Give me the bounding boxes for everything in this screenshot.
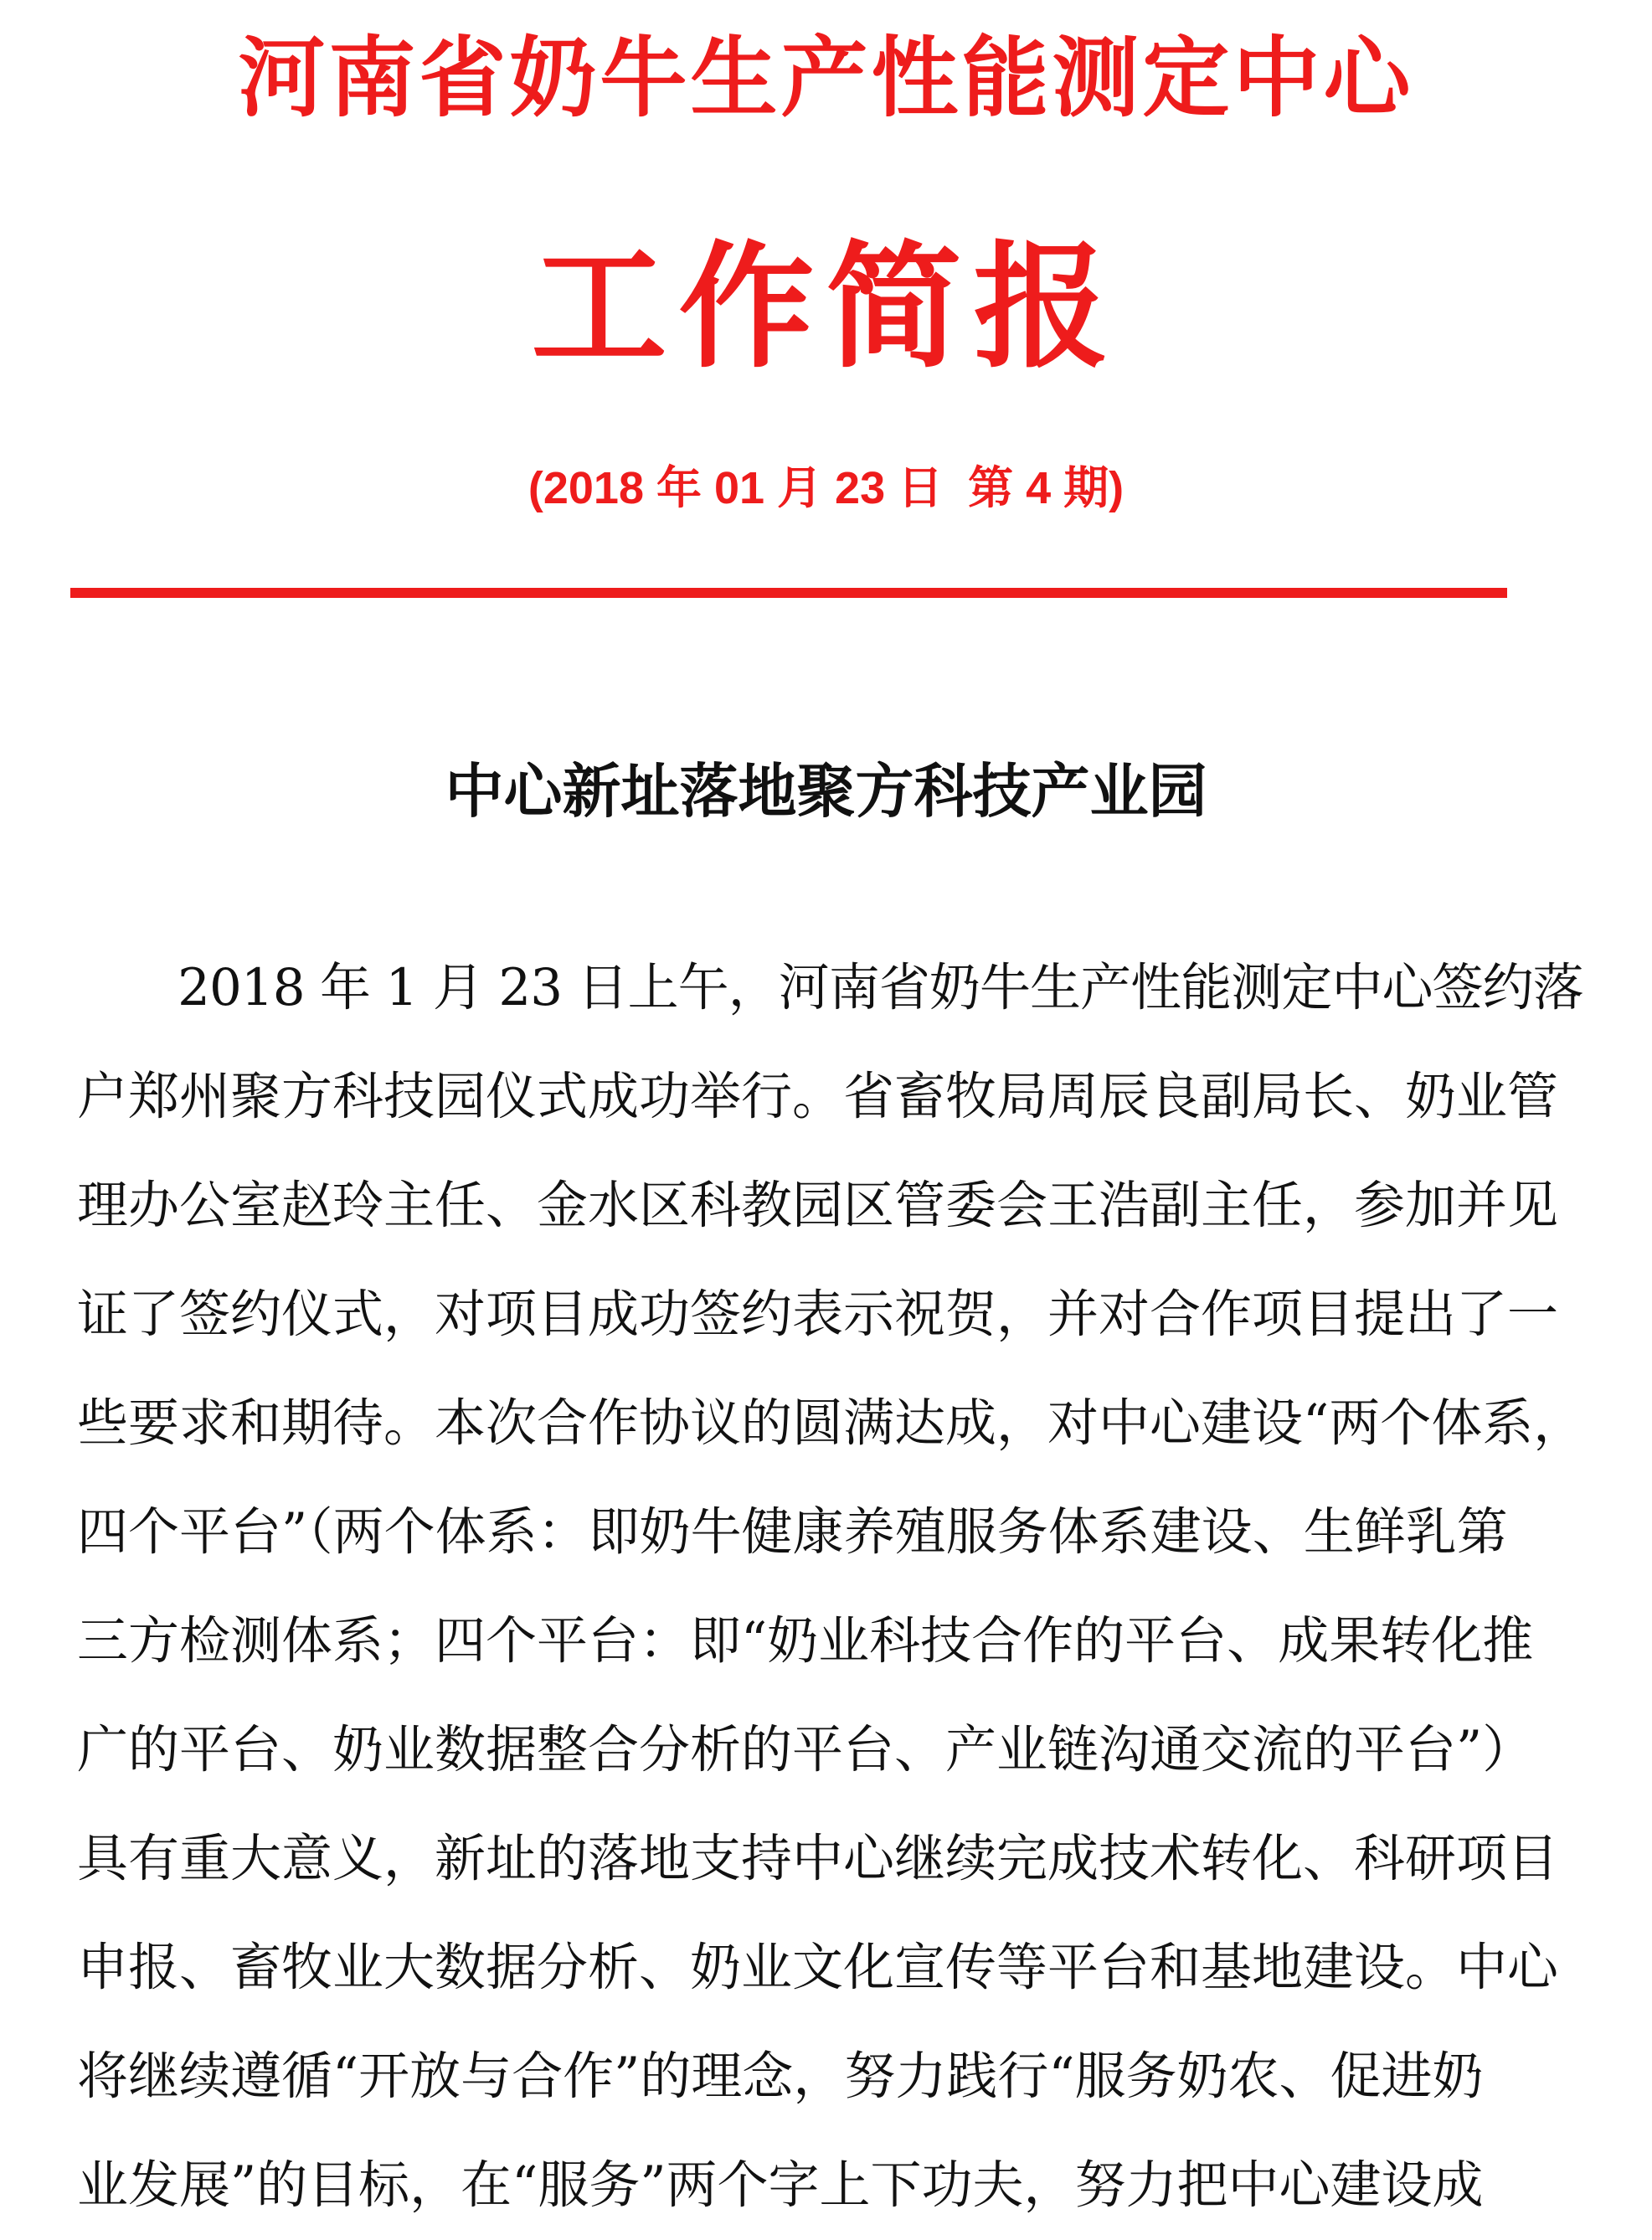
body-line: 四个平台”（两个体系：即奶牛健康养殖服务体系建设、生鲜乳第: [77, 1502, 1508, 1562]
body-line: 将继续遵循“开放与合作”的理念，努力践行“服务奶农、促进奶: [77, 2047, 1484, 2106]
body-line: 申报、畜牧业大数据分析、奶业文化宣传等平台和基地建设。中心: [77, 1938, 1559, 1997]
body-line: 户郑州聚方科技园仪式成功举行。省畜牧局周辰良副局长、奶业管: [77, 1067, 1559, 1126]
body-line: 证了签约仪式，对项目成功签约表示祝贺，并对合作项目提出了一: [77, 1285, 1559, 1344]
body-line: 理办公室赵玲主任、金水区科教园区管委会王浩副主任，参加并见: [77, 1176, 1559, 1235]
bulletin-title: 工作简报: [531, 229, 1121, 387]
article-headline: 中心新址落地聚方科技产业园: [445, 757, 1207, 826]
body-line: 业发展”的目标，在“服务”两个字上下功夫，努力把中心建设成: [77, 2155, 1484, 2215]
body-line: 些要求和期待。本次合作协议的圆满达成，对中心建设“两个体系，: [77, 1393, 1585, 1453]
red-divider-line: [70, 588, 1507, 598]
organization-name: 河南省奶牛生产性能测定中心: [238, 27, 1414, 129]
body-line: 广的平台、奶业数据整合分析的平台、产业链沟通交流的平台”）: [77, 1720, 1534, 1779]
body-line: 三方检测体系；四个平台：即“奶业科技合作的平台、成果转化推: [77, 1611, 1534, 1671]
article-body: [77, 934, 1584, 2240]
issue-date-number: (2018 年 01 月 23 日 第 4 期): [528, 463, 1124, 513]
body-line: 2018 年 1 月 23 日上午，河南省奶牛生产性能测定中心签约落: [77, 958, 1583, 1017]
body-line: 具有重大意义，新址的落地支持中心继续完成技术转化、科研项目: [77, 1829, 1559, 1888]
